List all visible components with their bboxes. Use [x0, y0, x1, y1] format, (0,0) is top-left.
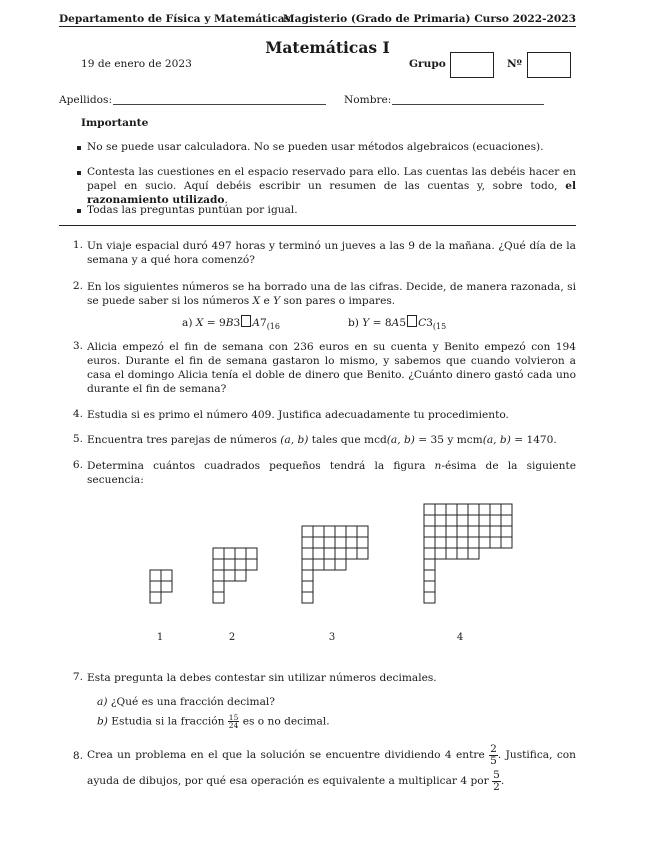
small-square [424, 515, 435, 526]
small-square [213, 570, 224, 581]
small-square [446, 504, 457, 515]
q1-text: Un viaje espacial duró 497 horas y terminó un jueves a las 9 de la mañana. ¿Qué día de la semana y a qué hora comenzó? [87, 240, 576, 266]
small-square [302, 548, 313, 559]
header-divider [59, 26, 576, 27]
small-square [150, 581, 161, 592]
small-square [302, 526, 313, 537]
small-square [302, 570, 313, 581]
small-square [213, 592, 224, 603]
small-square [435, 526, 446, 537]
small-square [490, 526, 501, 537]
nombre-line[interactable] [392, 104, 544, 105]
q7-number: 7. [72, 671, 83, 683]
small-square [446, 548, 457, 559]
small-square [457, 537, 468, 548]
small-square [468, 537, 479, 548]
small-square [501, 515, 512, 526]
figure-label-3: 3 [328, 632, 336, 643]
small-square [224, 548, 235, 559]
small-square [357, 537, 368, 548]
q3-number: 3. [72, 340, 83, 352]
small-square [424, 570, 435, 581]
small-square [161, 581, 172, 592]
figure-label-1: 1 [156, 632, 164, 643]
q5-text: Encuentra tres parejas de números (a, b) tales que mcd(a, b) = 35 y mcm(a, b) = 1470. [87, 434, 557, 446]
fraction-5-2: $\frac{5}{2}$ [493, 768, 500, 793]
numero-label: Nº [507, 58, 522, 70]
figure-2 [213, 548, 257, 603]
small-square [446, 526, 457, 537]
small-square [213, 581, 224, 592]
important-heading: Importante [81, 117, 149, 129]
figure-label-2: 2 [228, 632, 236, 643]
q7-a: a) ¿Qué es una fracción decimal? [97, 696, 275, 708]
small-square [335, 526, 346, 537]
small-square [479, 526, 490, 537]
small-square [161, 570, 172, 581]
header-department: Departamento de Física y Matemáticas [59, 13, 291, 25]
q7-text: Esta pregunta la debes contestar sin utilizar números decimales. [87, 672, 437, 684]
small-square [150, 592, 161, 603]
small-square [302, 592, 313, 603]
small-square [313, 548, 324, 559]
q6-number: 6. [72, 459, 83, 471]
q8-number: 8. [72, 750, 83, 762]
small-square [324, 559, 335, 570]
small-square [435, 548, 446, 559]
small-square [435, 504, 446, 515]
apellidos-label: Apellidos: [59, 94, 113, 106]
small-square [246, 548, 257, 559]
small-square [468, 504, 479, 515]
small-square [435, 515, 446, 526]
small-square [235, 570, 246, 581]
small-square [213, 559, 224, 570]
q3-text: Alicia empezó el fin de semana con 236 euros en su cuenta y Benito empezó con 194 euros. Durante el fin de semana gastaron lo mismo, y sabemos que cuando volvieron a casa el domingo Alicia tenía el doble de dinero que Benito. ¿Cuánto dinero gastó cada uno durante el fin de semana? [87, 341, 576, 395]
small-square [457, 515, 468, 526]
small-square [424, 581, 435, 592]
missing-digit-box [241, 315, 251, 327]
small-square [490, 504, 501, 515]
small-square [335, 559, 346, 570]
bullet-icon [77, 171, 81, 175]
small-square [424, 537, 435, 548]
small-square [302, 581, 313, 592]
q2-text: En los siguientes números se ha borrado una de las cifras. Decide, de manera razonada, si se puede saber si los números X e Y son pares o impares. [87, 281, 576, 307]
small-square [235, 548, 246, 559]
important-item-1: No se puede usar calculadora. No se pueden usar métodos algebraicos (ecuaciones). [87, 141, 544, 153]
grupo-label: Grupo [409, 58, 446, 70]
small-square [424, 548, 435, 559]
q1-number: 1. [72, 239, 83, 251]
small-square [224, 559, 235, 570]
q8-text: Crea un problema en el que la solución se encuentre dividiendo 4 entre $\frac{2}{5}$ . Justifica, con ayuda de dibujos, por qué esa operación es equivalente a multiplicar 4 por $\frac{5}{2}$ . [87, 742, 576, 793]
figure-1 [150, 570, 172, 603]
bullet-icon [77, 146, 81, 150]
small-square [150, 570, 161, 581]
q7-b: b) Estudia si la fracción $\frac{15}{24}$ es o no decimal. [97, 713, 330, 730]
small-square [335, 548, 346, 559]
small-square [313, 559, 324, 570]
small-square [457, 548, 468, 559]
numero-input-box[interactable] [527, 52, 571, 78]
apellidos-line[interactable] [113, 104, 326, 105]
small-square [224, 570, 235, 581]
small-square [479, 504, 490, 515]
small-square [490, 537, 501, 548]
q5-number: 5. [72, 433, 83, 445]
exam-date: 19 de enero de 2023 [81, 58, 192, 70]
page-title: Matemáticas I [265, 38, 390, 57]
figure-label-4: 4 [456, 632, 464, 643]
q4-number: 4. [72, 408, 83, 420]
figure-4 [424, 504, 512, 603]
q6-text: Determina cuántos cuadrados pequeños tendrá la figura n-ésima de la siguiente secuencia: [87, 460, 577, 486]
q2-part-a: a) X = 9B3 $A7_{(16}$ [182, 317, 280, 332]
q4-text: Estudia si es primo el número 409. Justifica adecuadamente tu procedimiento. [87, 409, 509, 421]
figure-3 [302, 526, 368, 603]
small-square [501, 526, 512, 537]
header-course: Magisterio (Grado de Primaria) Curso 2022-2023 [282, 13, 576, 25]
small-square [424, 592, 435, 603]
small-square [501, 537, 512, 548]
small-square [357, 548, 368, 559]
small-square [468, 526, 479, 537]
small-square [479, 537, 490, 548]
small-square [302, 559, 313, 570]
small-square [457, 504, 468, 515]
small-square [468, 548, 479, 559]
missing-digit-box [407, 315, 417, 327]
small-square [324, 537, 335, 548]
small-square [357, 526, 368, 537]
important-emphasis: el razonamiento utilizado [87, 180, 576, 206]
fraction-2-5: $\frac{2}{5}$ [490, 742, 497, 767]
small-square [501, 504, 512, 515]
important-item-2: Contesta las cuestiones en el espacio reservado para ello. Las cuentas las debéis hacer en papel en sucio. Aquí debéis escribir un resumen de las cuentas y, sobre todo, el razonamiento utilizado. [87, 166, 576, 206]
section-divider [59, 225, 576, 226]
small-square [313, 526, 324, 537]
nombre-label: Nombre: [344, 94, 392, 106]
bullet-icon [77, 209, 81, 213]
small-square [424, 559, 435, 570]
q2-number: 2. [72, 280, 83, 292]
small-square [424, 504, 435, 515]
small-square [490, 515, 501, 526]
square-sequence-figure [140, 480, 530, 620]
fraction-15-24: $\frac{15}{24}$ [228, 713, 239, 730]
small-square [235, 559, 246, 570]
small-square [424, 526, 435, 537]
important-item-3: Todas las preguntas puntúan por igual. [87, 204, 298, 216]
small-square [446, 515, 457, 526]
small-square [335, 537, 346, 548]
small-square [435, 537, 446, 548]
small-square [246, 559, 257, 570]
small-square [324, 526, 335, 537]
small-square [479, 515, 490, 526]
small-square [457, 526, 468, 537]
small-square [468, 515, 479, 526]
small-square [213, 548, 224, 559]
small-square [302, 537, 313, 548]
grupo-input-box[interactable] [450, 52, 494, 78]
q2-part-b: b) Y = 8A5 $C3_{(15}$ [348, 317, 447, 332]
small-square [313, 537, 324, 548]
small-square [346, 526, 357, 537]
small-square [324, 548, 335, 559]
small-square [446, 537, 457, 548]
small-square [346, 548, 357, 559]
small-square [346, 537, 357, 548]
